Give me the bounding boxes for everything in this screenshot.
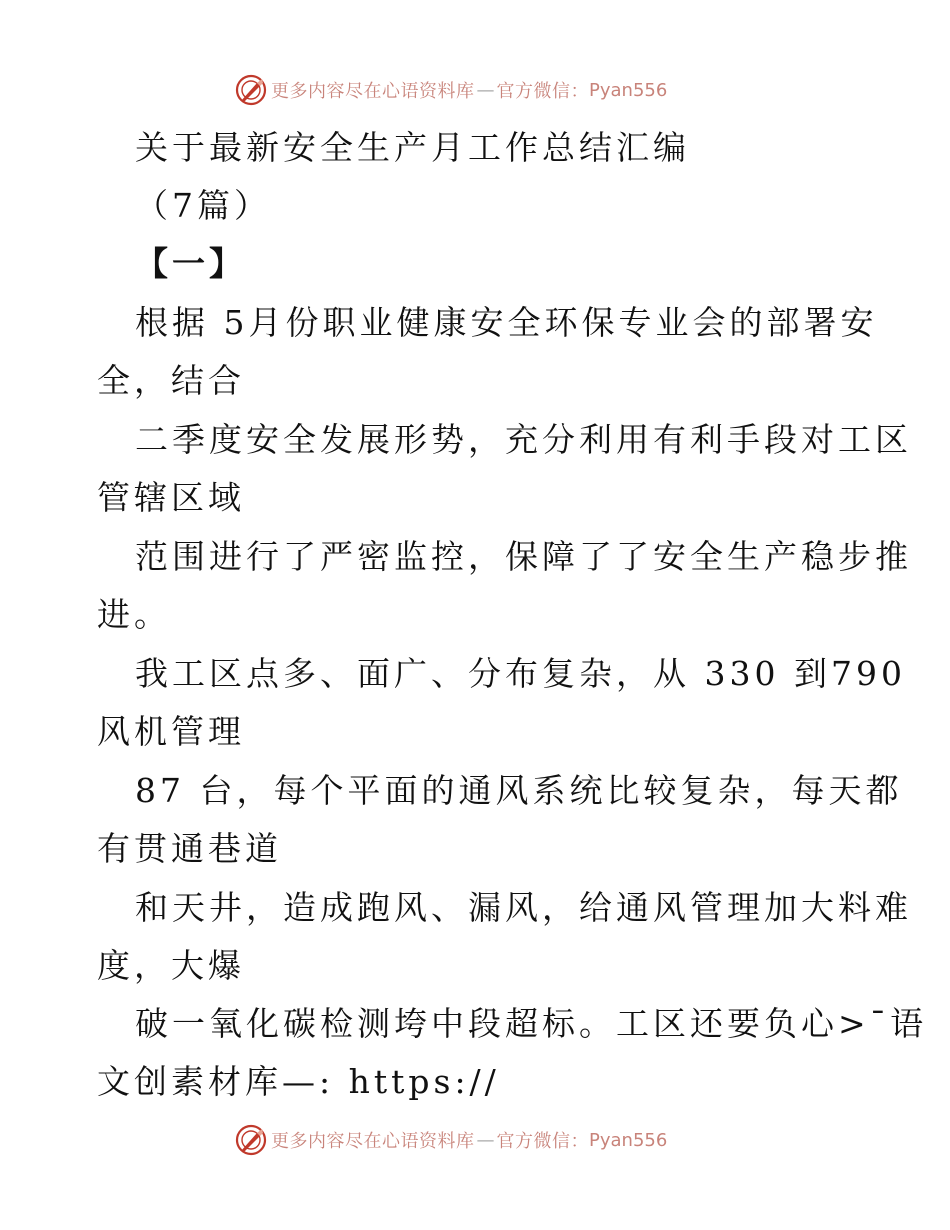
watermark-site-text: 更多内容尽在心语资料库 bbox=[271, 1131, 475, 1152]
body-line: 进。 bbox=[97, 595, 171, 634]
body-line: 文创素材库—: https:// bbox=[97, 1062, 500, 1101]
watermark-site-text: 更多内容尽在心语资料库 bbox=[271, 81, 475, 102]
watermark-wechat-label: 官方微信： bbox=[496, 81, 589, 102]
body-line: 我工区点多、面广、分布复杂，从 330 到790 bbox=[135, 654, 906, 693]
watermark-separator: — bbox=[476, 79, 495, 101]
body-line: 范围进行了严密监控，保障了了安全生产稳步推 bbox=[135, 537, 912, 576]
quill-logo-icon bbox=[235, 1124, 267, 1156]
body-line: 全，结合 bbox=[97, 361, 245, 400]
document-subtitle: （7篇） bbox=[135, 186, 271, 225]
body-line: 根据 5月份职业健康安全环保专业会的部署安 bbox=[135, 303, 878, 342]
watermark-wechat-id: Pyan556 bbox=[589, 1129, 668, 1151]
watermark-separator: — bbox=[476, 1129, 495, 1151]
watermark-wechat-label: 官方微信： bbox=[496, 1131, 589, 1152]
section-marker: 【一】 bbox=[135, 244, 246, 283]
header-watermark bbox=[235, 73, 667, 107]
body-line: 和天井，造成跑风、漏风，给通风管理加大料难 bbox=[135, 888, 912, 927]
watermark-wechat-id: Pyan556 bbox=[589, 79, 668, 101]
body-line: 87 台，每个平面的通风系统比较复杂，每天都 bbox=[135, 771, 903, 810]
quill-logo-icon bbox=[235, 74, 267, 106]
body-line: 二季度安全发展形势，充分利用有利手段对工区 bbox=[135, 420, 912, 459]
body-line: 度，大爆 bbox=[97, 946, 245, 985]
body-line: 破一氧化碳检测垮中段超标。工区还要负心>¯语 bbox=[135, 1004, 928, 1043]
body-line: 有贯通巷道 bbox=[97, 829, 282, 868]
document-title: 关于最新安全生产月工作总结汇编 bbox=[135, 128, 690, 167]
body-line: 管辖区域 bbox=[97, 478, 245, 517]
footer-watermark bbox=[235, 1123, 667, 1157]
body-line: 风机管理 bbox=[97, 712, 245, 751]
